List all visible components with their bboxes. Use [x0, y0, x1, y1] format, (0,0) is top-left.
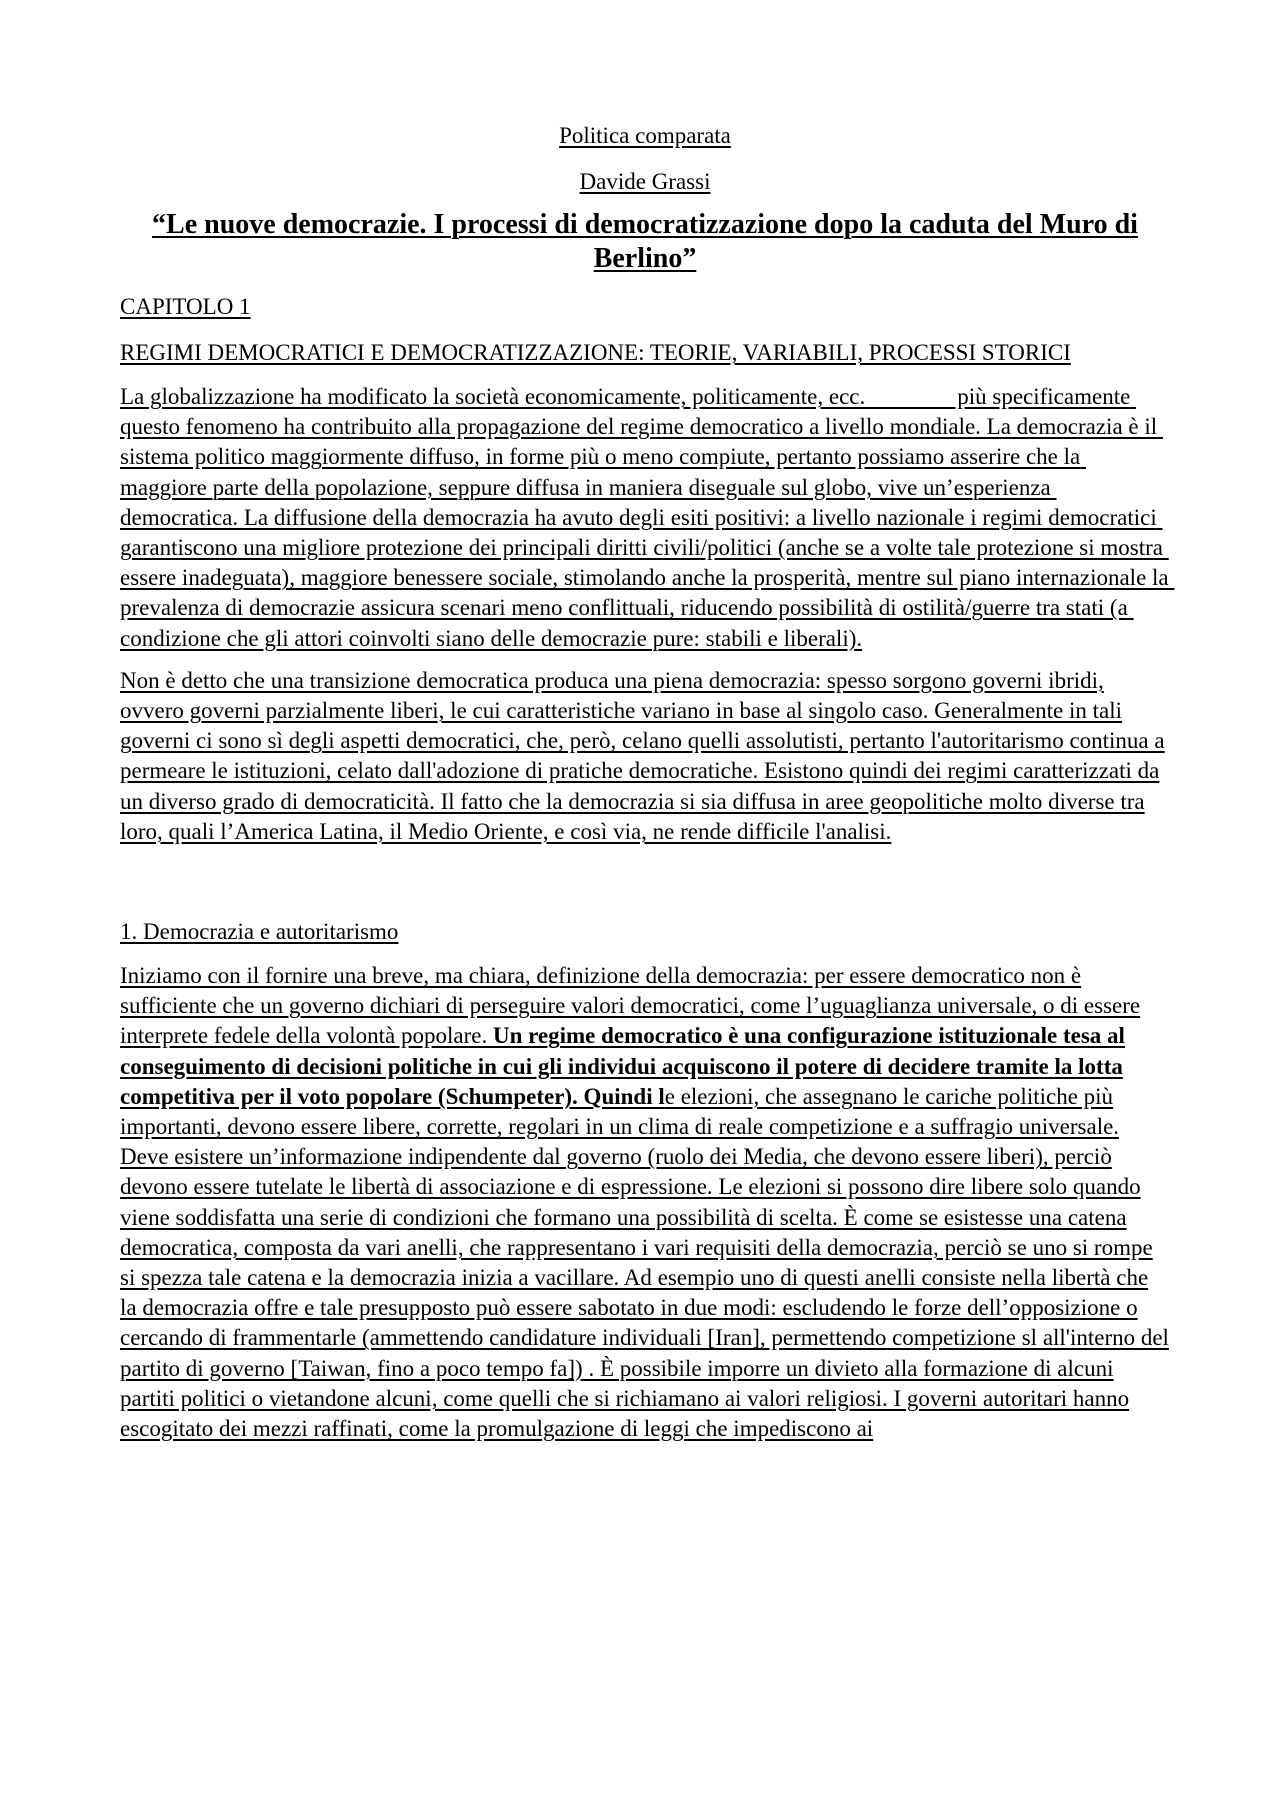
section-title: 1. Democrazia e autoritarismo [120, 919, 399, 945]
chapter-title: REGIMI DEMOCRATICI E DEMOCRATIZZAZIONE: TEORIE, VARIABILI, PROCESSI STORICI [120, 340, 1071, 365]
chapter-label: CAPITOLO 1 [120, 294, 251, 319]
paragraph-transition: Non è detto che una transizione democratica produca una piena democrazia: spesso sorgono governi ibridi, ovvero governi parzialmente liberi, le cui caratteristiche variano in base al singolo caso. Generalmente in tali governi ci sono sì degli aspetti democratici, che, però, celano quelli assolutisti, pertanto l'autoritarismo continua a permeare le istituzioni, celato dall'adozione di pratiche democratiche. Esistono quindi dei regimi caratterizzati da un diverso grado di democraticità. Il fatto che la democrazia si sia diffusa in aree geopolitiche molto diverse tra loro, quali l’America Latina, il Medio Oriente, e così via, ne rende difficile l'analisi. [120, 667, 1165, 844]
definition-rest: e elezioni, che assegnano le cariche politiche più importanti, devono essere libere, corrette, regolari in un clima di reale competizione e a suffragio universale. Deve esistere un’informazione indipendente dal governo (ruolo dei Media, che devono essere liberi), perciò devono essere tutelate le libertà di associazione e di espressione. Le elezioni si possono dire libere solo quando viene soddisfatta una serie di condizioni che formano una possibilità di scelta. È come se esistesse una catena democratica, composta da vari anelli, che rappresentano i vari requisiti della democrazia, perciò se uno si rompe si spezza tale catena e la democrazia inizia a vacillare. Ad esempio uno di questi anelli consiste nella libertà che la democrazia offre e tale presupposto può essere sabotato in due modi: escludendo le forze dell’opposizione o cercando di frammentarle (ammettendo candidature individuali [Iran], permettendo competizione sl all'interno del partito di governo [Taiwan, fino a poco tempo fa]) . È possibile imporre un divieto alla formazione di alcuni partiti politici o vietandone alcuni, come quelli che si richiamano ai valori religiosi. I governi autoritari hanno escogitato dei mezzi raffinati, come la promulgazione di leggi che impediscono ai [120, 1083, 1169, 1442]
author-name: Davide Grassi [579, 169, 711, 194]
paragraph-definition [120, 961, 1170, 1444]
definition-intro: Iniziamo con il fornire una breve, ma chiara, definizione della democrazia: per essere democratico non è sufficiente che un governo dichiari di perseguire valori democratici, come l’uguaglianza universale, o di essere interprete fedele della volontà popolare. [120, 963, 1141, 1049]
paragraph-globalization: La globalizzazione ha modificato la società economicamente, politicamente, ecc. più specificamente questo fenomeno ha contribuito alla propagazione del regime democratico a livello mondiale. La democrazia è il sistema politico maggiormente diffuso, in forme più o meno compiute, pertanto possiamo asserire che la maggiore parte della popolazione, seppure diffusa in maniera diseguale sul globo, vive un’esperienza democratica. La diffusione della democrazia ha avuto degli esiti positivi: a livello nazionale i regimi democratici garantiscono una migliore protezione dei principali diritti civili/politici (anche se a volte tale protezione si mostra essere inadeguata), maggiore benessere sociale, stimolando anche la prosperità, mentre sul piano internazionale la prevalenza di democrazie assicura scenari meno conflittuali, riducendo possibilità di ostilità/guerre tra stati (a condizione che gli attori coinvolti siano delle democrazie pure: stabili e liberali). [120, 384, 1175, 651]
course-name: Politica comparata [559, 123, 731, 148]
book-title: “Le nuove democrazie. I processi di democratizzazione dopo la caduta del Muro di Berlino” [152, 209, 1138, 274]
definition-bold: Un regime democratico è una configurazione istituzionale tesa al conseguimento di decisioni politiche in cui gli individui acquiscono il potere di decidere tramite la lotta competitiva per il voto popolare (Schumpeter). Quindi l [120, 1023, 1125, 1109]
